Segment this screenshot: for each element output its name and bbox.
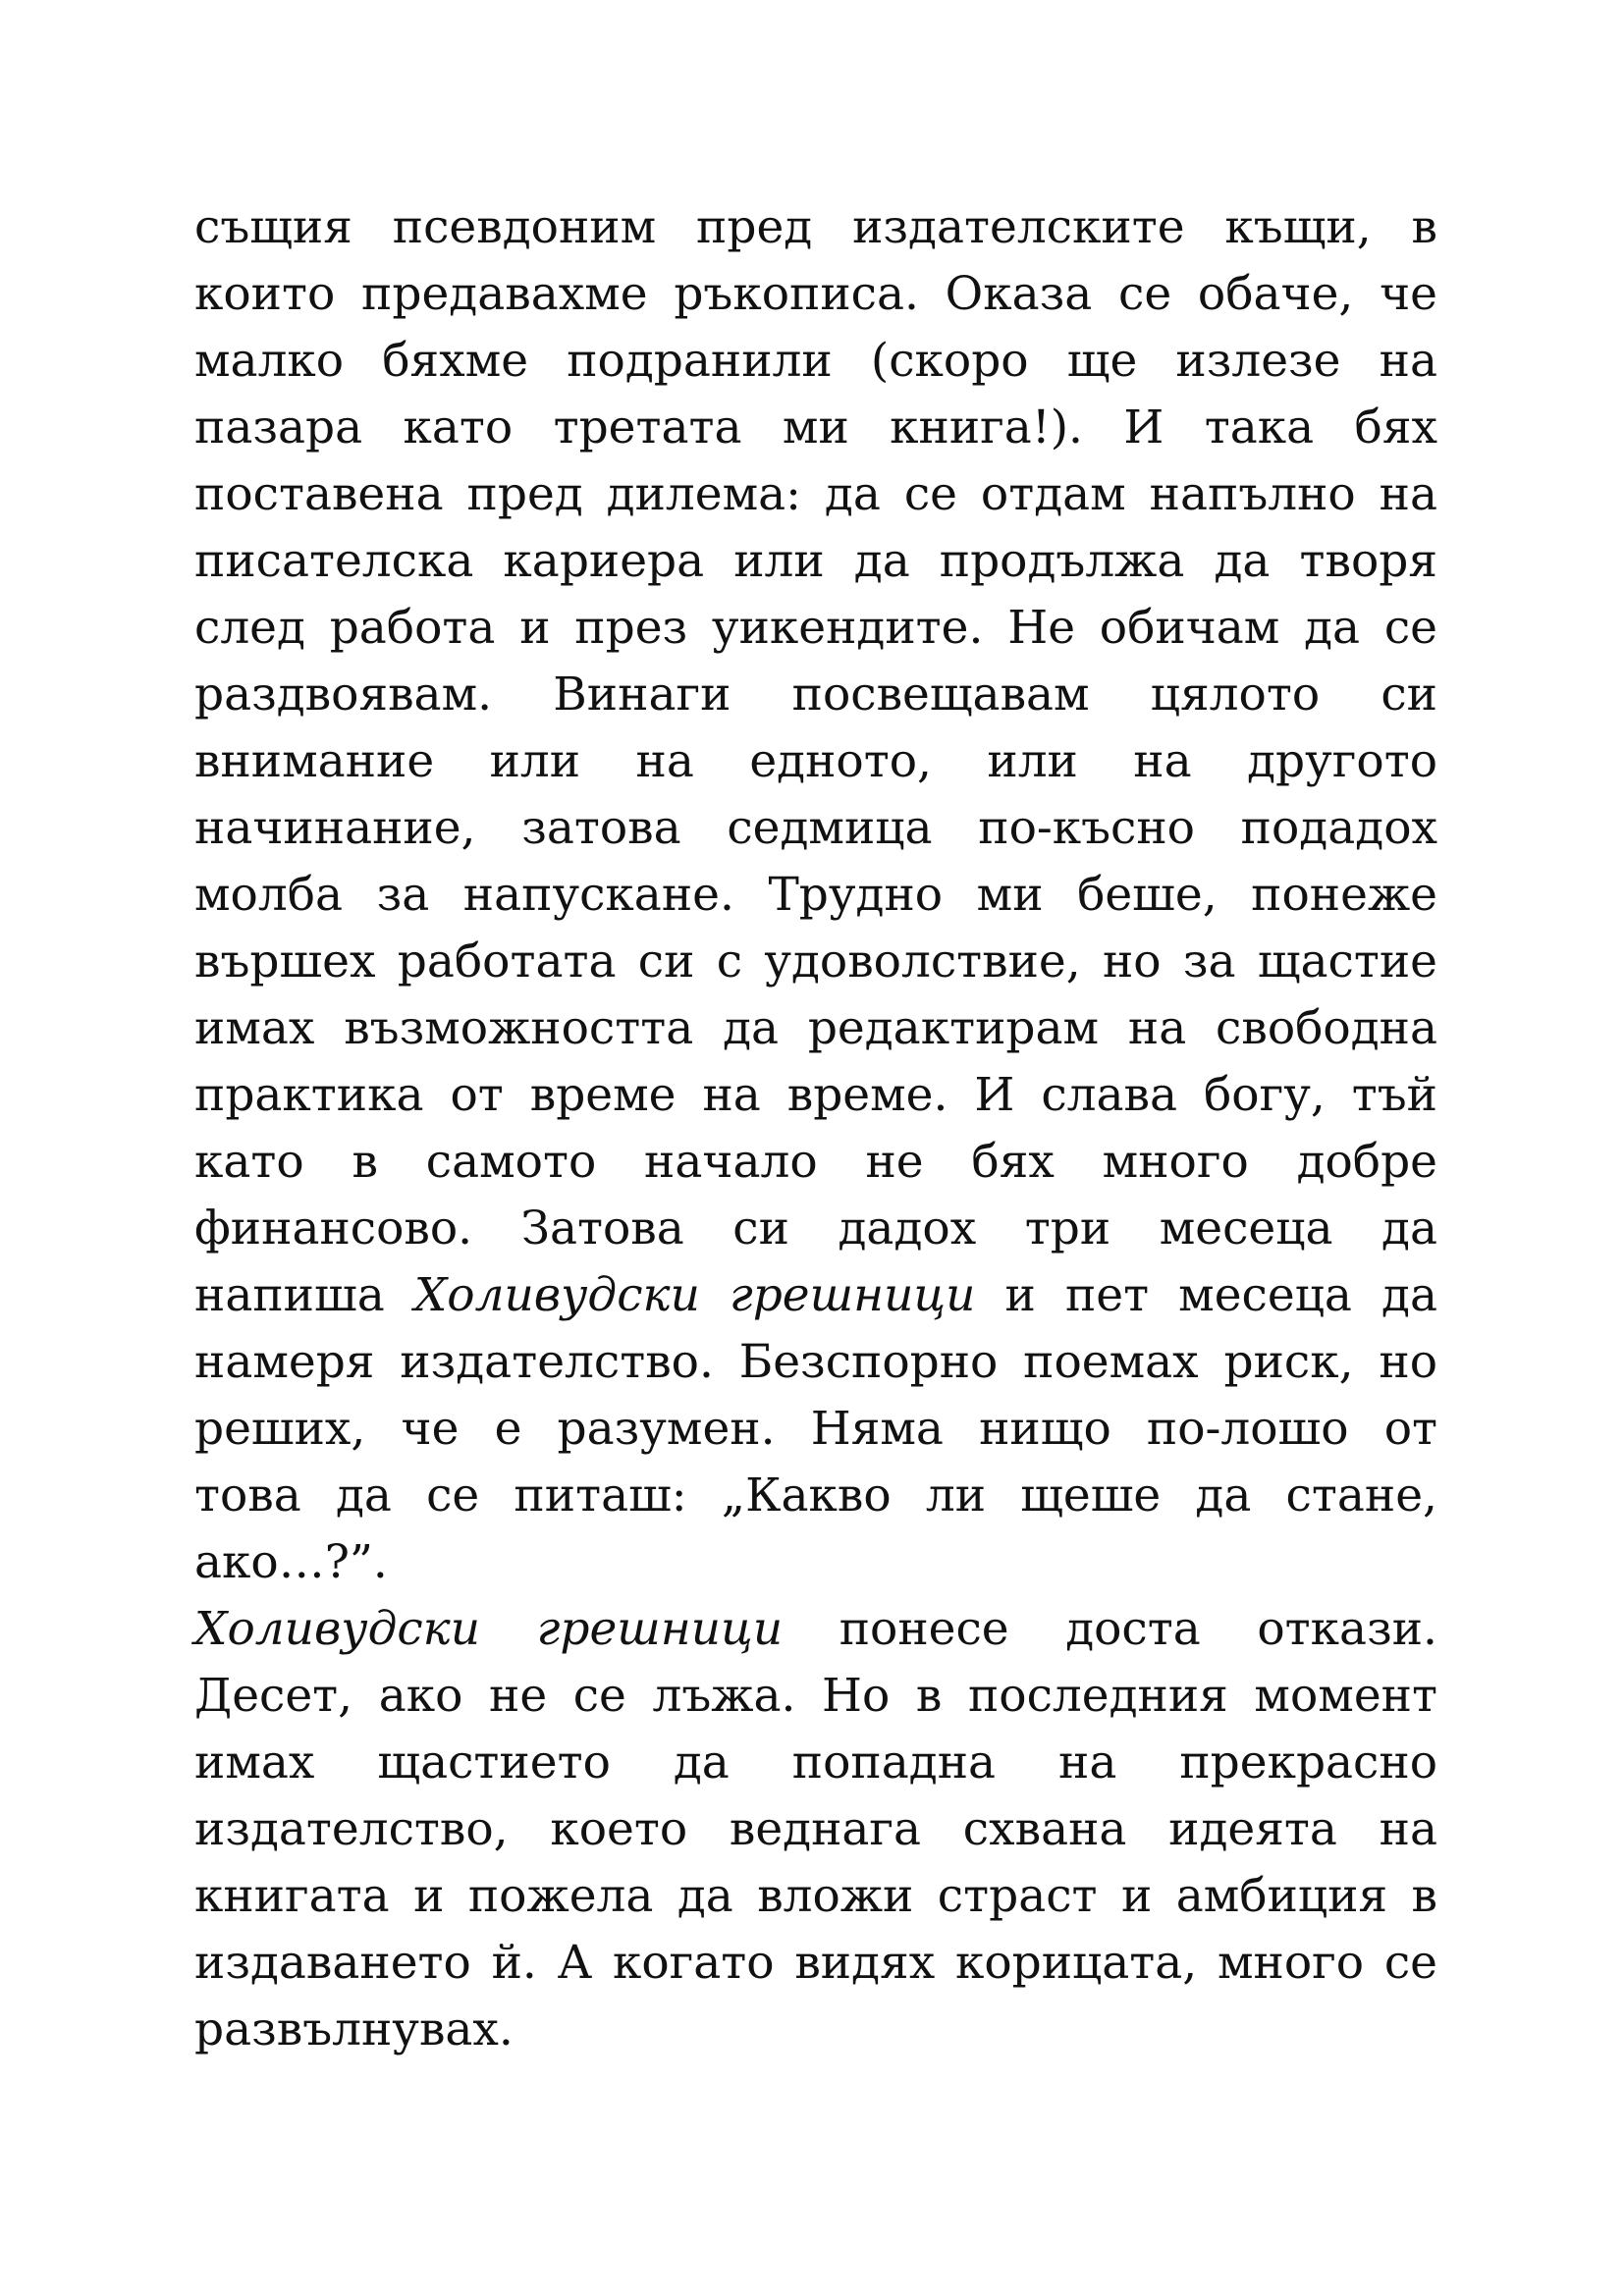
text-line bbox=[194, 1730, 1437, 1796]
text-line bbox=[194, 461, 1437, 528]
text-segment: напиша bbox=[194, 1268, 414, 1322]
text-line bbox=[194, 1596, 1437, 1663]
text-line bbox=[194, 662, 1437, 728]
text-line bbox=[194, 1529, 1437, 1596]
text-line bbox=[194, 1396, 1437, 1463]
text-segment: поставена пред дилема: да се отдам напълно на bbox=[194, 467, 1437, 521]
text-line bbox=[194, 1129, 1437, 1196]
text-segment: след работа и през уикендите. Не обичам да се bbox=[194, 601, 1437, 655]
text-segment: ако…?”. bbox=[194, 1535, 388, 1589]
text-segment: книгата и пожела да вложи страст и амбиция в bbox=[194, 1869, 1437, 1923]
text-segment: това да се питаш: „Какво ли щеше да стане, bbox=[194, 1468, 1437, 1522]
text-segment: намеря издателство. Безспорно поемах риск, но bbox=[194, 1335, 1437, 1389]
text-segment: като в самото начало не бях много добре bbox=[194, 1135, 1437, 1189]
text-segment: малко бяхме подранили (скоро ще излезе на bbox=[194, 334, 1437, 388]
text-segment: финансово. Затова си дадох три месеца да bbox=[194, 1201, 1437, 1255]
book-title-italic: Холивудски грешници bbox=[413, 1268, 976, 1322]
text-line bbox=[194, 1329, 1437, 1396]
text-segment: молба за напускане. Трудно ми беше, понеже bbox=[194, 868, 1437, 922]
text-line bbox=[194, 194, 1437, 261]
text-segment: писателска кариера или да продължа да творя bbox=[194, 534, 1437, 588]
text-segment: практика от време на време. И слава богу, тъй bbox=[194, 1068, 1437, 1122]
text-line bbox=[194, 1863, 1437, 1930]
text-segment: и пет месеца да bbox=[975, 1268, 1437, 1322]
text-line bbox=[194, 1463, 1437, 1529]
text-segment: реших, че е разумен. Няма нищо по-лошо от bbox=[194, 1402, 1437, 1456]
text-line bbox=[194, 1196, 1437, 1262]
text-segment: издателство, което веднага схвана идеята на bbox=[194, 1802, 1437, 1856]
text-segment: пазара като третата ми книга!). И така бях bbox=[194, 400, 1437, 454]
text-line bbox=[194, 795, 1437, 862]
text-line bbox=[194, 1262, 1437, 1329]
text-segment: развълнувах. bbox=[194, 2002, 514, 2056]
text-line bbox=[194, 395, 1437, 461]
text-line bbox=[194, 995, 1437, 1062]
text-line bbox=[194, 528, 1437, 595]
text-segment: понесе доста откази. bbox=[783, 1602, 1437, 1656]
text-line bbox=[194, 1930, 1437, 1997]
text-segment: същия псевдоним пред издателските къщи, в bbox=[194, 200, 1437, 254]
text-line bbox=[194, 595, 1437, 662]
text-segment: начинание, затова седмица по-късно подадох bbox=[194, 801, 1437, 855]
text-line bbox=[194, 728, 1437, 795]
text-segment: Десет, ако не се лъжа. Но в последния момент bbox=[194, 1669, 1437, 1723]
text-line bbox=[194, 1062, 1437, 1129]
text-line bbox=[194, 929, 1437, 995]
paragraph bbox=[194, 194, 1437, 1596]
text-segment: издаването й. А когато видях корицата, много се bbox=[194, 1936, 1437, 1990]
text-segment: които предавахме ръкописа. Оказа се обаче, че bbox=[194, 267, 1437, 321]
text-segment: вършех работата си с удоволствие, но за щастие bbox=[194, 934, 1437, 988]
text-line bbox=[194, 261, 1437, 328]
text-line bbox=[194, 1796, 1437, 1863]
text-line bbox=[194, 1997, 1437, 2063]
text-segment: имах щастието да попадна на прекрасно bbox=[194, 1735, 1437, 1789]
paragraph bbox=[194, 1596, 1437, 2063]
text-line bbox=[194, 862, 1437, 929]
book-title-italic: Холивудски грешници bbox=[194, 1602, 784, 1656]
text-line bbox=[194, 328, 1437, 395]
text-segment: раздвоявам. Винаги посвещавам цялото си bbox=[194, 667, 1437, 721]
text-segment: имах възможността да редактирам на свободна bbox=[194, 1001, 1437, 1055]
text-segment: внимание или на едното, или на другото bbox=[194, 734, 1437, 788]
text-line bbox=[194, 1663, 1437, 1730]
body-text bbox=[194, 194, 1437, 2063]
